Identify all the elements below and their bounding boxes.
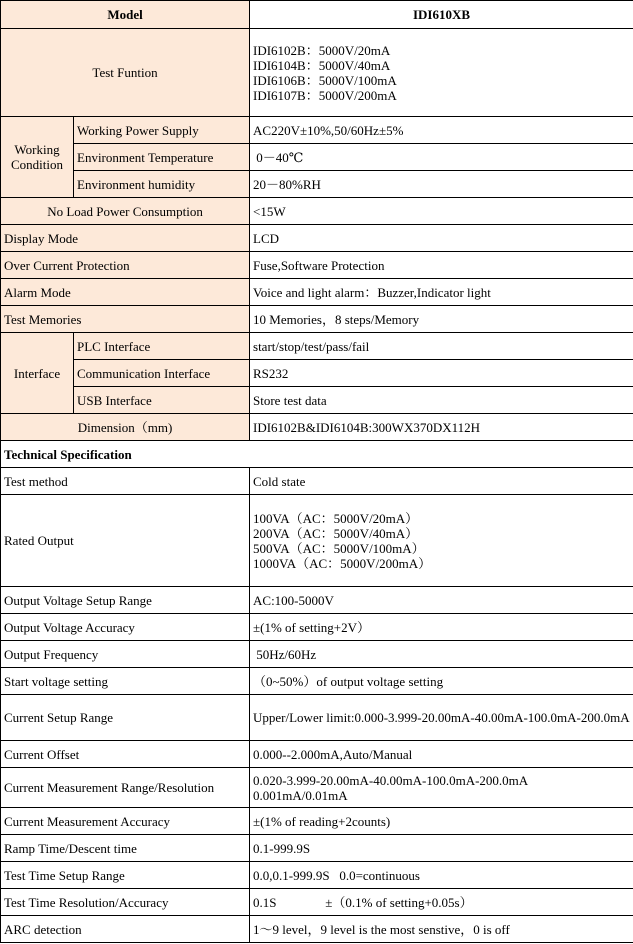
- dimension-label: Dimension（mm): [1, 414, 250, 441]
- start-voltage-value: （0~50%）of output voltage setting: [250, 668, 633, 695]
- table-row: [1, 495, 633, 587]
- rated-output-line: 500VA（AC：5000V/100mA）: [253, 540, 425, 556]
- test-memories-value: 10 Memories，8 steps/Memory: [250, 306, 633, 333]
- rated-output-line: 200VA（AC：5000V/40mA）: [253, 525, 419, 541]
- current-setup-value: Upper/Lower limit:0.000-3.999-20.00mA-40.00mA-100.0mA-200.0mA: [250, 695, 633, 741]
- current-measurement-label: Current Measurement Range/Resolution: [1, 768, 250, 808]
- table-row: [1, 862, 633, 889]
- test-function-line: IDI6106B：5000V/100mA: [253, 72, 397, 88]
- environment-temperature-label: Environment Temperature: [74, 144, 250, 171]
- current-measurement-line: 0.020-3.999-20.00mA-40.00mA-100.0mA-200.0mA: [253, 772, 529, 788]
- model-label: Model: [1, 1, 250, 29]
- table-row: [1, 441, 633, 468]
- test-memories-label: Test Memories: [1, 306, 250, 333]
- alarm-mode-value: Voice and light alarm：Buzzer,Indicator light: [250, 279, 633, 306]
- output-frequency-value: 50Hz/60Hz: [250, 641, 633, 668]
- table-row: [1, 387, 633, 414]
- output-frequency-label: Output Frequency: [1, 641, 250, 668]
- communication-interface-value: RS232: [250, 360, 633, 387]
- environment-temperature-value: 0－40℃: [250, 144, 633, 171]
- test-time-resolution-value: 0.1S ±（0.1% of setting+0.05s）: [250, 889, 633, 916]
- table-row: [1, 768, 633, 808]
- current-measurement-accuracy-label: Current Measurement Accuracy: [1, 808, 250, 835]
- test-function-line: IDI6104B：5000V/40mA: [253, 57, 391, 73]
- current-setup-label: Current Setup Range: [1, 695, 250, 741]
- environment-humidity-value: 20－80%RH: [250, 171, 633, 198]
- working-power-label: Working Power Supply: [74, 117, 250, 144]
- table-row: [1, 741, 633, 768]
- table-row: [1, 668, 633, 695]
- no-load-value: <15W: [250, 198, 633, 225]
- table-row: [1, 333, 633, 360]
- arc-detection-label: ARC detection: [1, 916, 250, 943]
- ramp-time-value: 0.1-999.9S: [250, 835, 633, 862]
- display-mode-value: LCD: [250, 225, 633, 252]
- test-method-label: Test method: [1, 468, 250, 495]
- rated-output-line: 100VA（AC：5000V/20mA）: [253, 510, 419, 526]
- test-time-range-label: Test Time Setup Range: [1, 862, 250, 889]
- start-voltage-label: Start voltage setting: [1, 668, 250, 695]
- usb-interface-value: Store test data: [250, 387, 633, 414]
- table-row: [1, 29, 633, 117]
- table-row: [1, 808, 633, 835]
- output-voltage-accuracy-label: Output Voltage Accuracy: [1, 614, 250, 641]
- over-current-value: Fuse,Software Protection: [250, 252, 633, 279]
- output-voltage-accuracy-value: ±(1% of setting+2V）: [250, 614, 633, 641]
- table-row: [1, 916, 633, 943]
- alarm-mode-label: Alarm Mode: [1, 279, 250, 306]
- working-power-value: AC220V±10%,50/60Hz±5%: [250, 117, 633, 144]
- table-row: [1, 279, 633, 306]
- over-current-label: Over Current Protection: [1, 252, 250, 279]
- display-mode-label: Display Mode: [1, 225, 250, 252]
- output-voltage-range-value: AC:100-5000V: [250, 587, 633, 614]
- table-row: [1, 252, 633, 279]
- table-row: [1, 306, 633, 333]
- communication-interface-label: Communication Interface: [74, 360, 250, 387]
- table-row: [1, 641, 633, 668]
- arc-detection-value: 1～9 level，9 level is the most senstive，0 is off: [250, 916, 633, 943]
- rated-output-values: [250, 495, 633, 587]
- table-row: [1, 587, 633, 614]
- table-row: [1, 468, 633, 495]
- environment-humidity-label: Environment humidity: [74, 171, 250, 198]
- test-function-label: Test Funtion: [1, 29, 250, 117]
- table-row: [1, 225, 633, 252]
- usb-interface-label: USB Interface: [74, 387, 250, 414]
- working-condition-label: Working Condition: [1, 117, 74, 198]
- table-row: [1, 414, 633, 441]
- test-function-line: IDI6107B：5000V/200mA: [253, 87, 397, 103]
- rated-output-line: 1000VA（AC：5000V/200mA）: [253, 555, 432, 571]
- no-load-label: No Load Power Consumption: [1, 198, 250, 225]
- test-function-line: IDI6102B：5000V/20mA: [253, 42, 391, 58]
- table-row: [1, 144, 633, 171]
- table-row: [1, 171, 633, 198]
- current-measurement-line: 0.001mA/0.01mA: [253, 787, 348, 803]
- current-measurement-values: [250, 768, 633, 808]
- table-row: [1, 360, 633, 387]
- test-time-resolution-label: Test Time Resolution/Accuracy: [1, 889, 250, 916]
- table-row: [1, 198, 633, 225]
- current-measurement-accuracy-value: ±(1% of reading+2counts): [250, 808, 633, 835]
- technical-specification-title: Technical Specification: [1, 441, 633, 468]
- model-value: IDI610XB: [250, 1, 633, 29]
- interface-label: Interface: [1, 333, 74, 414]
- current-offset-value: 0.000--2.000mA,Auto/Manual: [250, 741, 633, 768]
- table-row: [1, 614, 633, 641]
- rated-output-label: Rated Output: [1, 495, 250, 587]
- plc-interface-label: PLC Interface: [74, 333, 250, 360]
- table-row: [1, 889, 633, 916]
- table-row: [1, 1, 633, 29]
- current-offset-label: Current Offset: [1, 741, 250, 768]
- output-voltage-range-label: Output Voltage Setup Range: [1, 587, 250, 614]
- ramp-time-label: Ramp Time/Descent time: [1, 835, 250, 862]
- dimension-value: IDI6102B&IDI6104B:300WX370DX112H: [250, 414, 633, 441]
- table-row: [1, 835, 633, 862]
- test-function-values: [250, 29, 633, 117]
- test-method-value: Cold state: [250, 468, 633, 495]
- table-row: [1, 695, 633, 741]
- table-row: [1, 117, 633, 144]
- plc-interface-value: start/stop/test/pass/fail: [250, 333, 633, 360]
- test-time-range-value: 0.0,0.1-999.9S 0.0=continuous: [250, 862, 633, 889]
